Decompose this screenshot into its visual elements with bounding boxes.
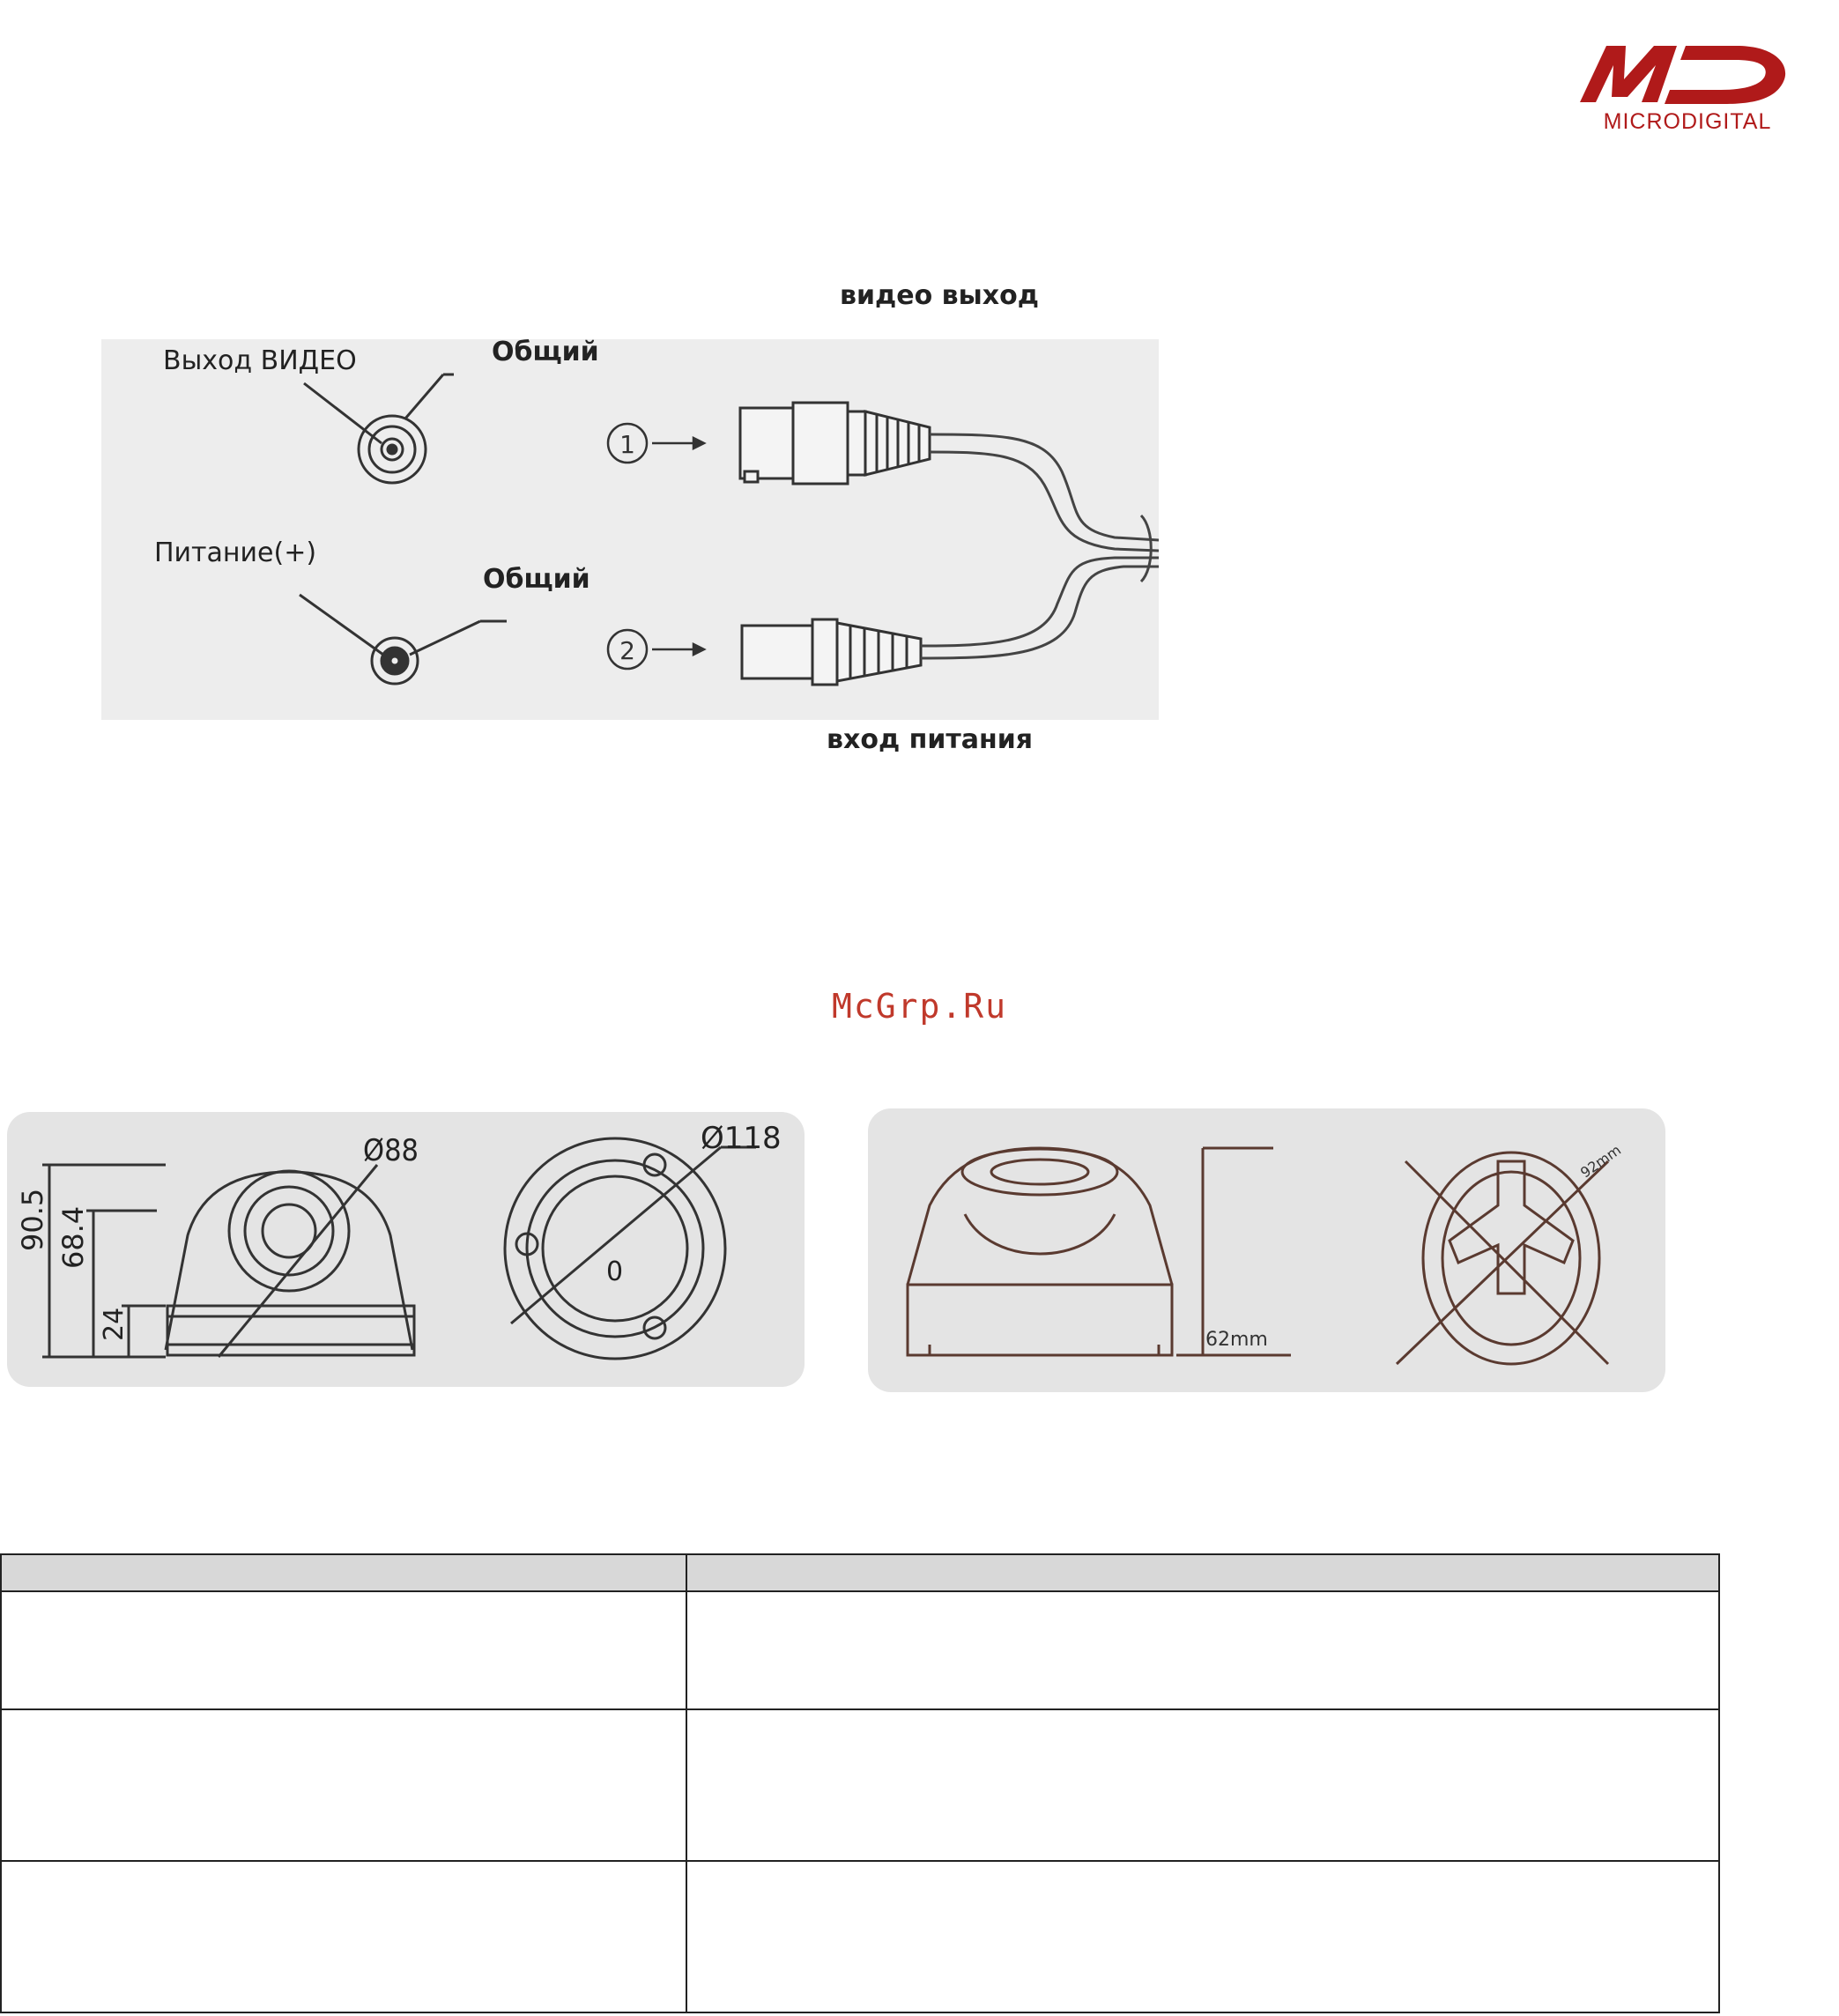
table-cell	[1, 1709, 686, 1861]
table-row	[1, 1591, 1719, 1709]
table-row	[1, 1709, 1719, 1861]
common-label-2: Общий	[483, 564, 590, 595]
height-62-label: 62mm	[1205, 1329, 1268, 1351]
spec-table	[0, 1553, 1720, 2013]
bnc-socket-icon	[304, 374, 454, 483]
table-header-cell	[1, 1554, 686, 1591]
table-cell	[1, 1591, 686, 1709]
md-logo-icon	[1573, 33, 1802, 113]
video-out-title: видео выход	[840, 280, 1039, 311]
connection-diagram-panel	[101, 339, 1159, 720]
side-diameter-label: Ø88	[363, 1133, 419, 1168]
power-label: Питание(+)	[154, 537, 317, 568]
height-total-label: 90.5	[16, 1188, 49, 1251]
connection-diagram	[101, 339, 1159, 720]
cable-icon	[921, 434, 1159, 658]
bnc-plug-icon	[740, 403, 930, 484]
height-mid-label: 68.4	[56, 1205, 90, 1269]
watermark-text: McGrp.Ru	[831, 987, 1008, 1026]
table-cell	[686, 1591, 1719, 1709]
marker-1-text: 1	[619, 430, 635, 459]
table-cell	[686, 1709, 1719, 1861]
base-diameter-label: Ø118	[701, 1121, 782, 1156]
power-in-title: вход питания	[827, 724, 1034, 755]
table-header-cell	[686, 1554, 1719, 1591]
logo-wordmark: MICRODIGITAL	[1603, 109, 1772, 134]
power-plug-icon	[742, 619, 921, 685]
table-cell	[686, 1861, 1719, 2012]
table-row	[1, 1861, 1719, 2012]
dome-side-icon	[166, 1172, 412, 1350]
mount-92-label: 92mm	[1577, 1141, 1625, 1182]
common-label-1: Общий	[492, 337, 599, 367]
marker-2-text: 2	[619, 636, 635, 665]
dome-profile-icon	[908, 1285, 1172, 1355]
height-base-label: 24	[99, 1307, 130, 1341]
center-mark-label: 0	[606, 1256, 624, 1287]
table-header-row	[1, 1554, 1719, 1591]
power-socket-icon	[300, 595, 507, 684]
video-output-label: Выход ВИДЕО	[163, 345, 357, 376]
mount-plate-icon	[1423, 1153, 1599, 1364]
table-cell	[1, 1861, 686, 2012]
